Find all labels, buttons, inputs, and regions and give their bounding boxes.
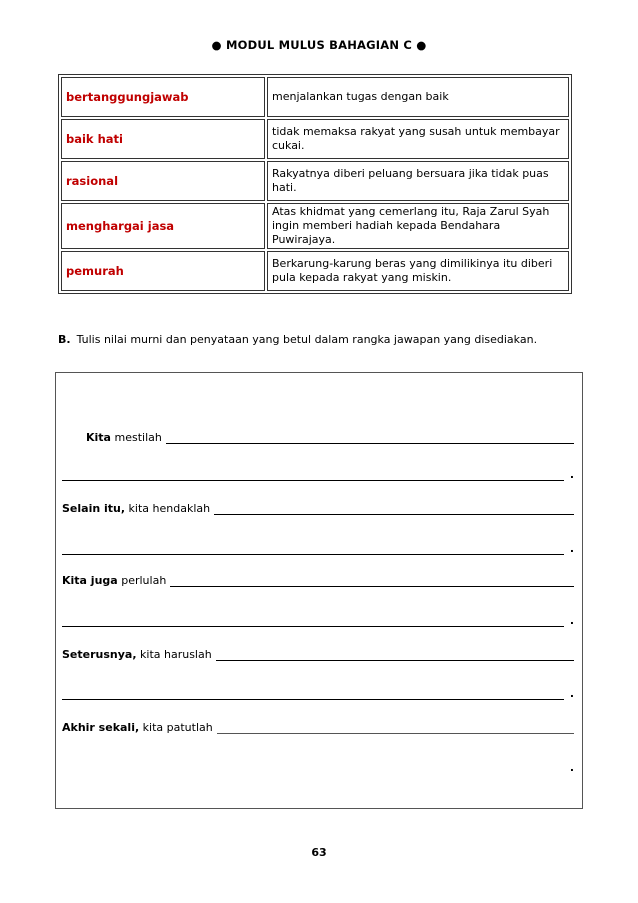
answer-prompt: Kita mestilah (86, 431, 162, 444)
answer-prompt: Akhir sekali, kita patutlah (62, 721, 213, 734)
answer-line (62, 718, 574, 734)
instruction (58, 333, 537, 346)
answer-blank[interactable] (62, 542, 564, 555)
table-row (61, 161, 569, 201)
answer-blank[interactable] (62, 468, 564, 481)
instruction-label: B. (58, 333, 71, 346)
table-row (61, 251, 569, 291)
answer-prompt: Seterusnya, kita haruslah (62, 648, 212, 661)
answer-line (62, 611, 574, 627)
value-term: baik hati (61, 119, 265, 159)
answer-blank[interactable] (170, 574, 574, 587)
answer-line (62, 539, 574, 555)
page-header: ● MODUL MULUS BAHAGIAN C ● (211, 38, 427, 52)
answer-blank[interactable] (166, 431, 574, 444)
period: . (569, 614, 574, 627)
answer-blank[interactable] (62, 687, 564, 700)
period: . (569, 542, 574, 555)
answer-line (62, 571, 574, 587)
value-term: pemurah (61, 251, 265, 291)
answer-frame (55, 372, 583, 809)
answer-line (62, 684, 574, 700)
period: . (569, 687, 574, 700)
answer-line (62, 465, 574, 481)
answer-blank[interactable] (214, 502, 574, 515)
answer-prompt: Selain itu, kita hendaklah (62, 502, 211, 515)
value-term: rasional (61, 161, 265, 201)
value-term: menghargai jasa (61, 203, 265, 249)
values-table (58, 74, 572, 294)
instruction-text: Tulis nilai murni dan penyataan yang betul dalam rangka jawapan yang disediakan. (76, 333, 538, 346)
answer-blank[interactable] (217, 721, 574, 734)
table-row (61, 203, 569, 249)
value-description: Rakyatnya diberi peluang bersuara jika tidak puas hati. (267, 161, 569, 201)
table-row (61, 77, 569, 117)
answer-line (86, 428, 574, 444)
value-description: menjalankan tugas dengan baik (267, 77, 569, 117)
value-description: Atas khidmat yang cemerlang itu, Raja Zarul Syah ingin memberi hadiah kepada Bendahara Puwirajaya. (267, 203, 569, 249)
answer-prompt: Kita juga perlulah (62, 574, 167, 587)
answer-blank[interactable] (216, 648, 574, 661)
value-description: Berkarung-karung beras yang dimilikinya itu diberi pula kepada rakyat yang miskin. (267, 251, 569, 291)
value-term: bertanggungjawab (61, 77, 265, 117)
table-row (61, 119, 569, 159)
answer-line (62, 499, 574, 515)
answer-blank[interactable] (62, 614, 564, 627)
period: . (569, 761, 574, 774)
value-description: tidak memaksa rakyat yang susah untuk membayar cukai. (267, 119, 569, 159)
answer-line (62, 645, 574, 661)
page-number: 63 (311, 846, 327, 859)
period: . (569, 468, 574, 481)
answer-line (62, 758, 574, 774)
